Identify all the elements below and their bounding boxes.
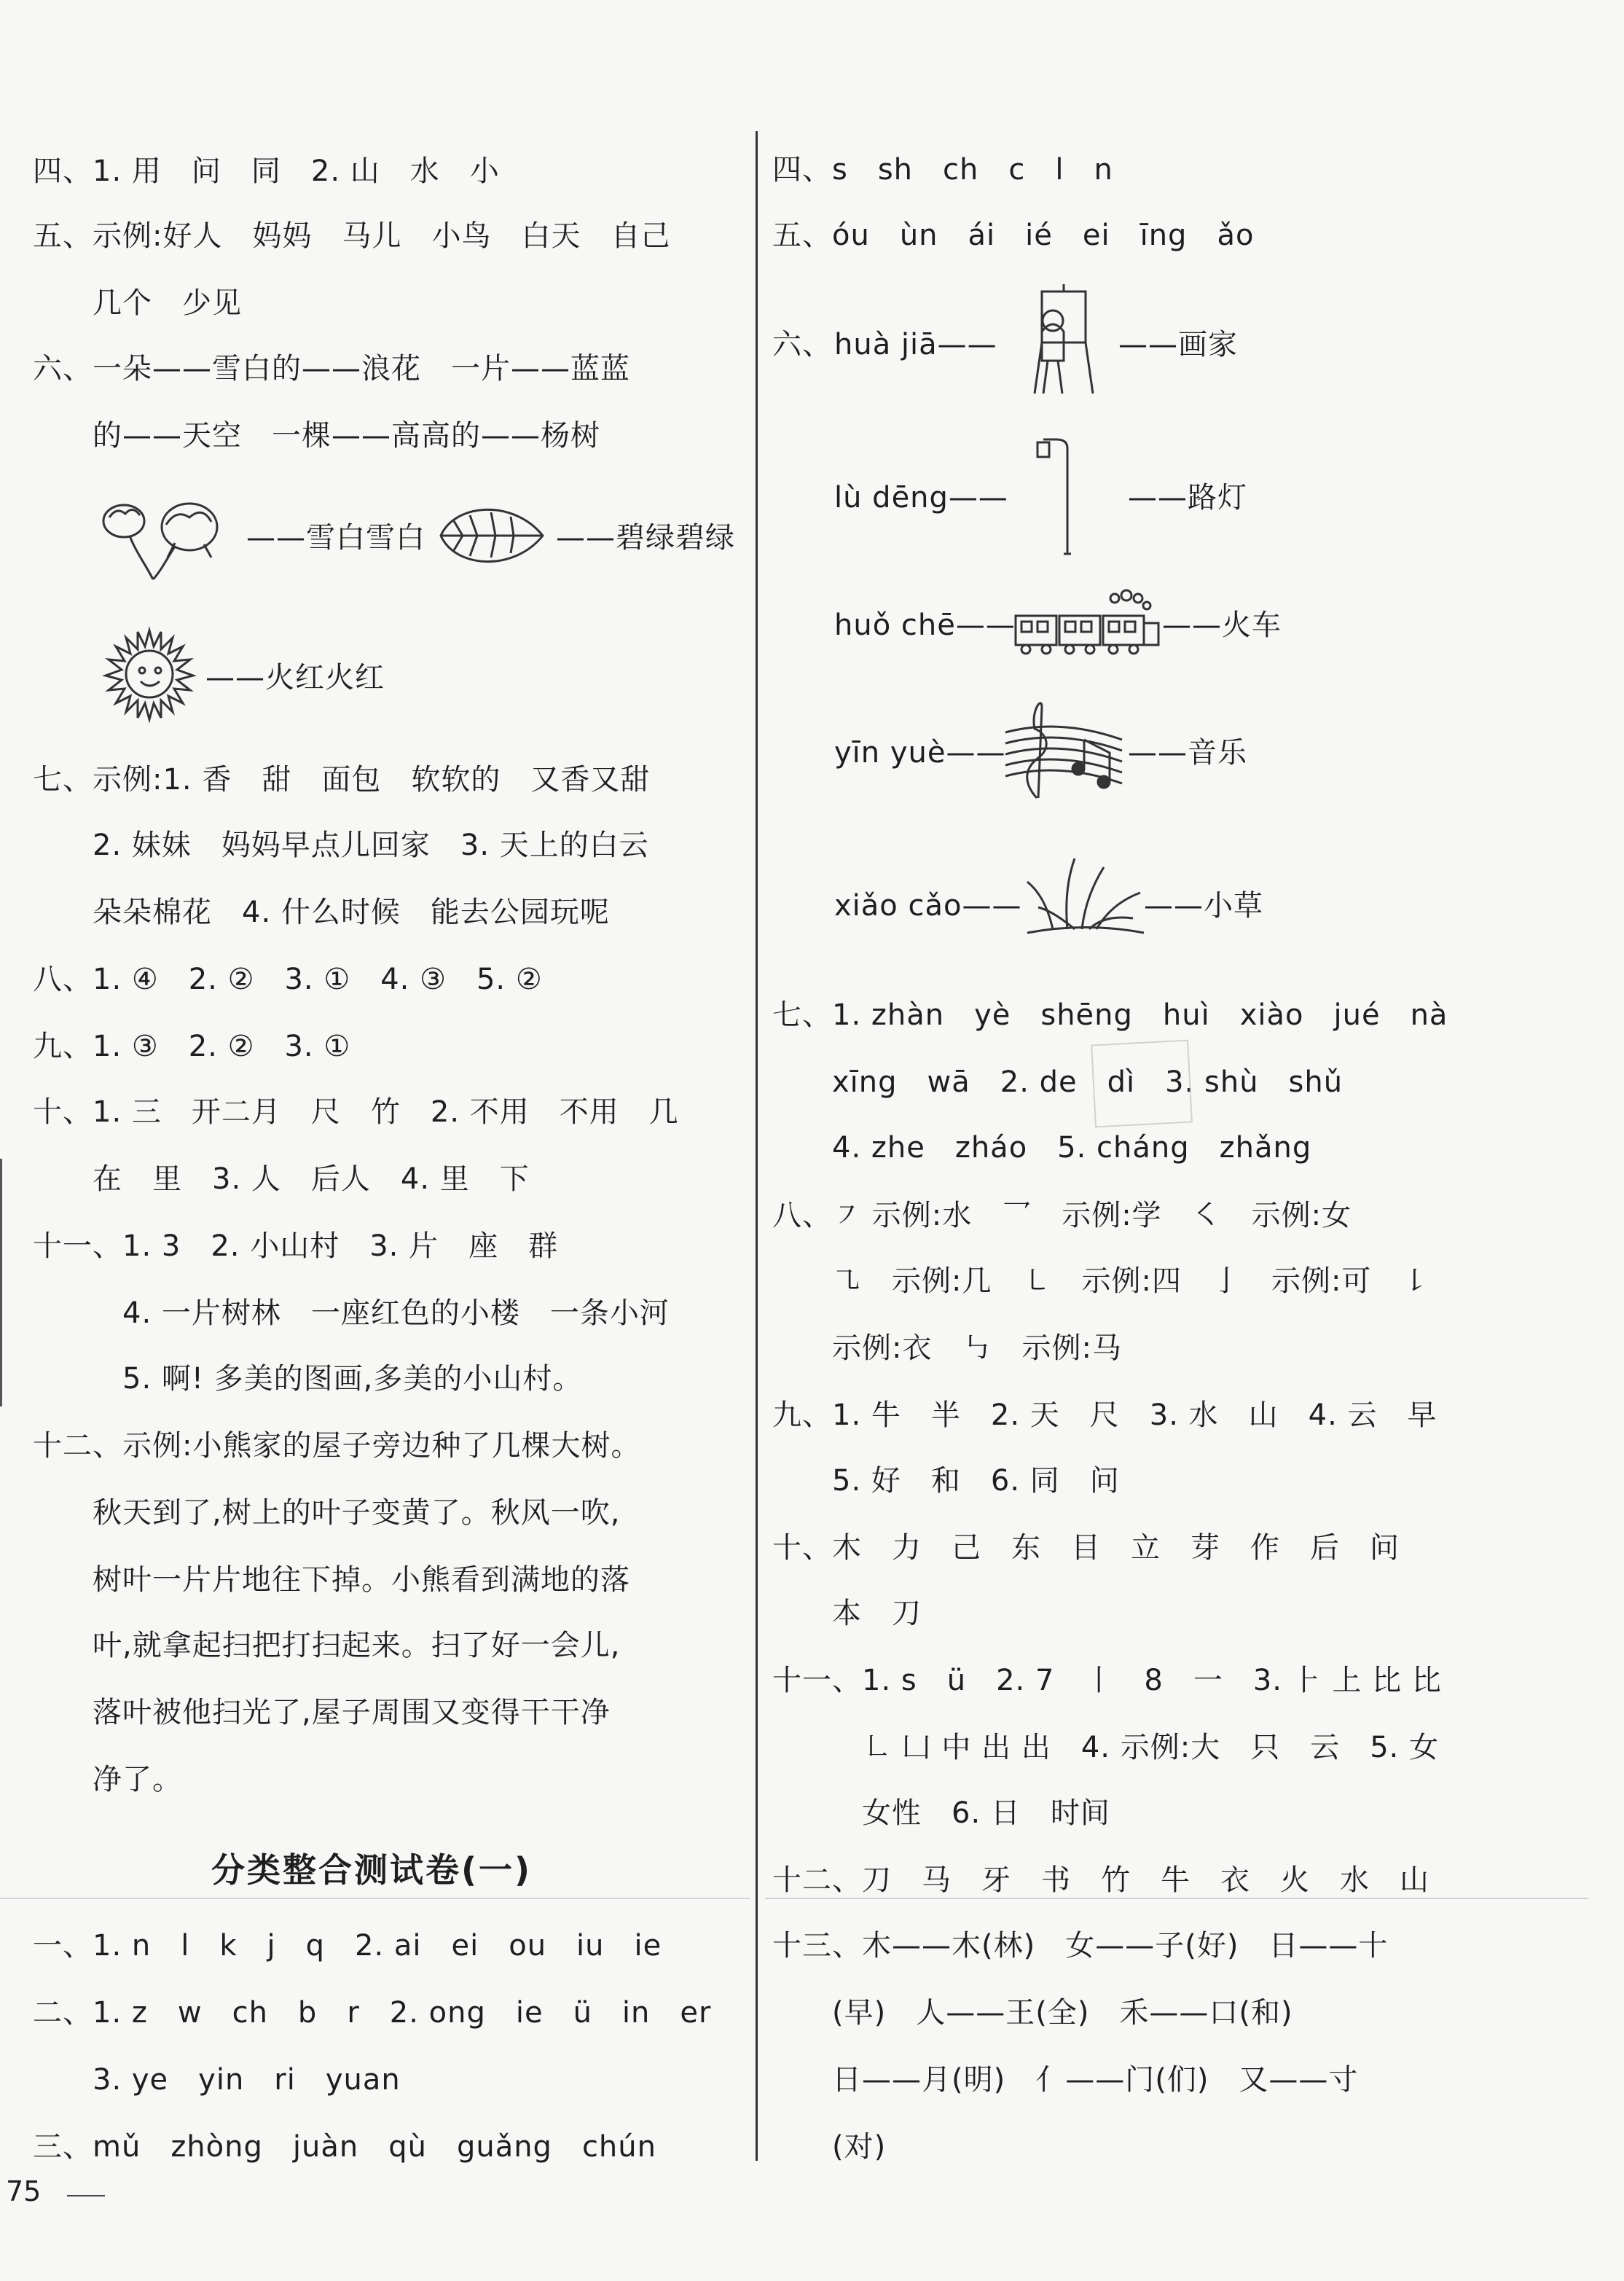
match-word: ——小草 [1144, 889, 1263, 923]
painter-icon [1020, 281, 1100, 404]
page-number-rule [67, 2195, 105, 2196]
answer-line: 五、óu ùn ái ié ei īng ǎo [772, 219, 1255, 252]
answer-line: 树叶一片片地往下掉。小熊看到满地的落 [33, 1563, 630, 1597]
section-six-label: 六、 [772, 328, 832, 361]
answer-line: 十一、1. s ü 2. 7 丨 8 一 3. ⺊ 上 比 比 [772, 1664, 1442, 1697]
match-word: ——音乐 [1128, 736, 1247, 770]
leaf-word: ——碧绿碧绿 [556, 521, 735, 555]
section-rule-left [0, 1898, 750, 1899]
answer-line: 叶,就拿起扫把打扫起来。扫了好一会儿, [33, 1629, 621, 1662]
grass-icon [1024, 853, 1148, 940]
answer-line: 秋天到了,树上的叶子变黄了。秋风一吹, [33, 1496, 621, 1530]
answer-line: 十一、1. 3 2. 小山村 3. 片 座 群 [33, 1229, 559, 1263]
answer-line: 2. 妹妹 妈妈早点儿回家 3. 天上的白云 [33, 829, 649, 862]
answer-line: 4. 一片树林 一座红色的小楼 一条小河 [33, 1296, 670, 1330]
leaf-icon [434, 496, 550, 576]
answer-line: 十三、木——木(林) 女——子(好) 日——十 [772, 1929, 1389, 1963]
answer-line: 七、示例:1. 香 甜 面包 软软的 又香又甜 [33, 763, 651, 797]
left-margin-bar [0, 1159, 2, 1406]
answer-line: 九、1. 牛 半 2. 天 尺 3. 水 山 4. 云 早 [772, 1398, 1437, 1432]
answer-line: xīng wā 2. de dì 3. shù shǔ [772, 1065, 1343, 1099]
music-icon [1002, 689, 1126, 805]
answer-line: 八、㇇ 示例:水 乛 示例:学 ㇛ 示例:女 [772, 1199, 1352, 1232]
section-title: 分类整合测试卷(一) [211, 1850, 533, 1890]
match-pinyin: lù dēng—— [834, 481, 1008, 515]
answer-line: 二、1. z w ch b r 2. ong ie ü in er [33, 1996, 712, 2030]
sun-icon [98, 623, 208, 725]
answer-line: 3. ye yin ri yuan [33, 2063, 401, 2097]
answer-line: 四、s sh ch c l n [772, 153, 1113, 187]
answer-line: 4. zhe zháo 5. cháng zhǎng [772, 1131, 1312, 1165]
match-pinyin: huǒ chē—— [834, 609, 1016, 642]
answer-line: ㇗ 凵 中 出 出 4. 示例:大 只 云 5. 女 [772, 1731, 1440, 1764]
answer-line: 九、1. ③ 2. ② 3. ① [33, 1030, 351, 1063]
answer-line: 几个 少见 [33, 286, 242, 320]
answer-line: 的——天空 一棵——高高的——杨树 [33, 419, 600, 453]
match-word: ——火车 [1162, 609, 1282, 642]
answer-line: 女性 6. 日 时间 [772, 1796, 1110, 1830]
answer-line: 三、mǔ zhòng juàn qù guǎng chún [33, 2130, 656, 2164]
cotton-word: ——雪白雪白 [246, 521, 425, 555]
answer-line: 5. 好 和 6. 同 问 [772, 1464, 1120, 1498]
match-word: ——画家 [1118, 328, 1238, 361]
answer-line: 八、1. ④ 2. ② 3. ① 4. ③ 5. ② [33, 963, 543, 996]
answer-line: 5. 啊! 多美的图画,多美的小山村。 [33, 1362, 583, 1396]
answer-line: 日——月(明) 亻——门(们) 又——寸 [772, 2063, 1359, 2097]
match-pinyin: xiǎo cǎo—— [834, 889, 1022, 923]
answer-line: 五、示例:好人 妈妈 马儿 小鸟 白天 自己 [33, 219, 671, 253]
watermark-stamp [1091, 1040, 1193, 1128]
sun-word: ——火红火红 [205, 661, 385, 695]
answer-line: 七、1. zhàn yè shēng huì xiào jué nà [772, 998, 1448, 1032]
answer-line: 在 里 3. 人 后人 4. 里 下 [33, 1162, 530, 1196]
answer-line: 十二、示例:小熊家的屋子旁边种了几棵大树。 [33, 1429, 641, 1463]
answer-line: 一、1. n l k j q 2. ai ei ou iu ie [33, 1929, 662, 1963]
train-icon [1013, 587, 1166, 660]
match-pinyin: huà jiā—— [834, 328, 997, 361]
answer-line: (对) [772, 2130, 887, 2164]
page-number: 75 [6, 2175, 42, 2207]
answer-line: 六、一朵——雪白的——浪花 一片——蓝蓝 [33, 352, 630, 386]
answer-line: (早) 人——王(全) 禾——口(和) [772, 1996, 1293, 2030]
answer-line: 十二、刀 马 牙 书 竹 牛 衣 火 水 山 [772, 1863, 1429, 1897]
answer-line: 十、木 力 己 东 目 立 芽 作 后 问 [772, 1531, 1400, 1565]
answer-line: 朵朵棉花 4. 什么时候 能去公园玩呢 [33, 896, 610, 929]
answer-line: 净了。 [33, 1763, 182, 1796]
answer-line: 落叶被他扫光了,屋子周围又变得干干净 [33, 1696, 611, 1729]
column-divider [756, 131, 758, 2161]
answer-line: 示例:衣 ㇉ 示例:马 [772, 1331, 1122, 1365]
streetlamp-icon [1035, 434, 1093, 557]
answer-line: 十、1. 三 开二月 尺 竹 2. 不用 不用 几 [33, 1095, 679, 1129]
match-word: ——路灯 [1128, 481, 1247, 515]
answer-line: ㇈ 示例:几 ㇄ 示例:四 亅 示例:可 ㇙ [772, 1264, 1432, 1298]
answer-line: 四、1. 用 问 同 2. 山 水 小 [33, 154, 500, 188]
answer-line: 本 刀 [772, 1597, 922, 1630]
match-pinyin: yīn yuè—— [834, 736, 1006, 770]
